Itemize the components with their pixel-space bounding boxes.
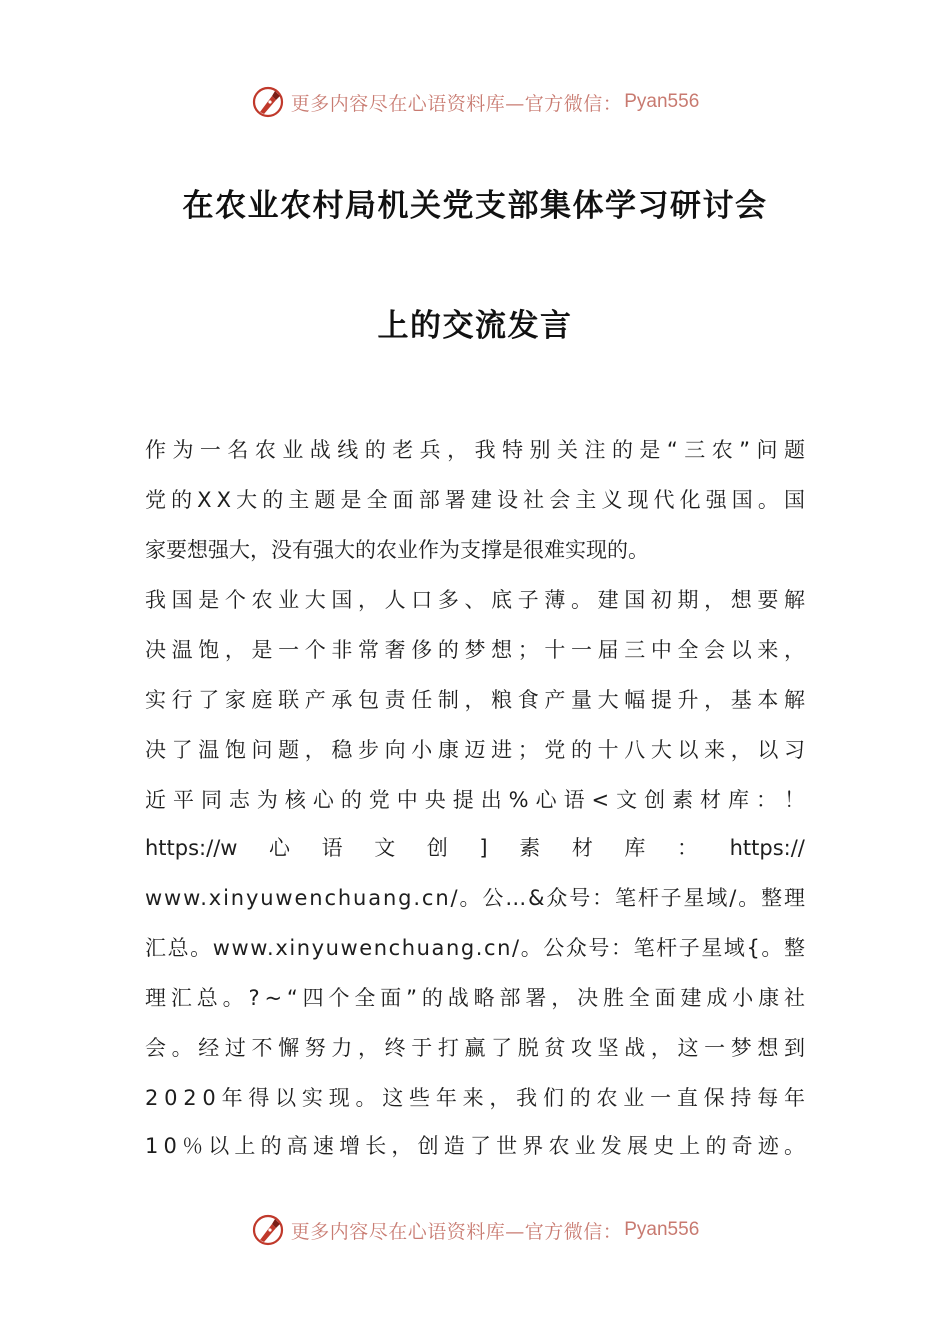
body-line-9-token: 库: [624, 836, 646, 860]
document-title-line-2: 上的交流发言: [377, 308, 573, 344]
body-line-9-token: 素: [519, 836, 541, 860]
body-line-9-token: https://: [729, 836, 805, 860]
body-line-15: 10％以上的高速增长，创造了世界农业发展史上的奇迹。: [145, 1134, 811, 1158]
body-line-7: 决了温饱问题，稳步向小康迈进；党的十八大以来，以习: [145, 738, 811, 762]
document-title-line-1: 在农业农村局机关党支部集体学习研讨会: [182, 188, 768, 224]
body-line-9-token: 心: [269, 836, 291, 860]
body-line-9-token: 语: [321, 836, 343, 860]
body-line-13: 会。经过不懈努力，终于打赢了脱贫攻坚战，这一梦想到: [145, 1036, 811, 1060]
body-line-14: 2020年得以实现。这些年来，我们的农业一直保持每年: [145, 1086, 811, 1110]
body-line-11: 汇总。www.xinyuwenchuang.cn/。公众号：笔杆子星域{。整: [145, 936, 807, 960]
body-line-9: [145, 828, 805, 868]
body-line-10: www.xinyuwenchuang.cn/。公…&众号：笔杆子星域/。整理: [145, 886, 807, 910]
body-line-5: 决温饱，是一个非常奢侈的梦想；十一届三中全会以来，: [145, 638, 811, 662]
body-line-2: 党的XX大的主题是全面部署建设社会主义现代化强国。国: [145, 488, 811, 512]
body-line-8: 近平同志为核心的党中央提出%心语<文创素材库：！: [145, 788, 812, 812]
body-line-6: 实行了家庭联产承包责任制，粮食产量大幅提升，基本解: [145, 688, 811, 712]
body-line-9-token: https://w: [145, 836, 238, 860]
watermark-wechat-id: Pyan556: [624, 1219, 700, 1240]
body-line-12: 理汇总。?~“四个全面”的战略部署，决胜全面建成小康社: [145, 986, 810, 1010]
watermark-text: 更多内容尽在心语资料库—官方微信：: [290, 92, 623, 115]
body-line-3: 家要想强大，没有强大的农业作为支撑是很难实现的。: [145, 538, 649, 562]
pen-nib-logo-icon: [251, 1213, 285, 1247]
body-line-9-token: ：: [677, 836, 698, 860]
pen-nib-logo-icon: [251, 85, 285, 119]
watermark-banner-top: [0, 82, 950, 122]
body-line-9-token: 材: [571, 836, 593, 860]
body-line-9-token: 创: [426, 836, 448, 860]
watermark-text: 更多内容尽在心语资料库—官方微信：: [290, 1220, 623, 1243]
watermark-banner-bottom: [0, 1210, 950, 1250]
body-line-4: 我国是个农业大国，人口多、底子薄。建国初期，想要解: [145, 588, 811, 612]
body-line-9-token: 文: [374, 836, 396, 860]
body-line-9-token: ]: [479, 836, 488, 860]
body-line-1: 作为一名农业战线的老兵，我特别关注的是“三农”问题: [145, 438, 812, 462]
watermark-wechat-id: Pyan556: [624, 91, 700, 112]
